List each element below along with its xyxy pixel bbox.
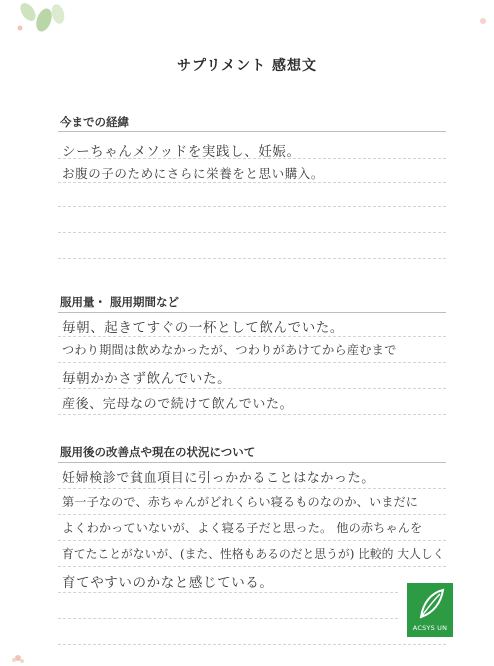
handwritten-line: 毎朝、起きてすぐの一杯として飲んでいた。 <box>62 320 344 336</box>
handwritten-line: お腹の子のためにさらに栄養をと思い購入。 <box>62 166 325 181</box>
divider <box>58 540 446 541</box>
divider <box>58 131 446 132</box>
divider <box>58 618 398 619</box>
divider <box>58 362 446 363</box>
divider <box>58 182 446 183</box>
section-heading: 服用後の改善点や現在の状況について <box>60 445 256 459</box>
handwritten-line: 産後、完母なので続けて飲んでいた。 <box>62 397 294 412</box>
divider <box>58 566 446 567</box>
divider <box>58 488 446 489</box>
leaf-logo-icon <box>413 587 447 621</box>
handwritten-line: 第一子なので、赤ちゃんがどれくらい寝るものなのか、いまだに <box>62 495 419 509</box>
section-heading: 服用量・ 服用期間など <box>60 295 180 309</box>
divider <box>58 258 446 259</box>
brand-logo <box>407 583 453 637</box>
leaf-decoration-icon <box>14 0 74 40</box>
page-title: サプリメント 感想文 <box>176 58 318 74</box>
divider <box>58 414 446 415</box>
handwritten-line: シーちゃんメソッドを実践し、妊娠。 <box>62 144 301 160</box>
divider <box>58 644 446 645</box>
section-heading: 今までの経緯 <box>60 115 129 129</box>
handwritten-line: 毎朝かかさず飲んでいた。 <box>62 371 232 387</box>
handwritten-line: 育てやすいのかなと感じている。 <box>62 575 274 591</box>
handwritten-line: よくわかっていないが、よく寝る子だと思った。 他の赤ちゃんを <box>62 521 423 535</box>
divider <box>58 388 446 389</box>
divider <box>58 592 398 593</box>
flower-decoration-icon <box>472 10 494 32</box>
divider <box>58 462 446 463</box>
handwritten-line: 妊婦検診で貧血項目に引っかかることはなかった。 <box>62 471 375 486</box>
divider <box>58 514 446 515</box>
divider <box>58 232 446 233</box>
divider <box>58 312 446 313</box>
divider <box>58 336 446 337</box>
logo-text: ACSYS UN <box>412 624 448 632</box>
divider <box>58 158 446 159</box>
handwritten-line: つわり期間は飲めなかったが、つわりがあけてから産むまで <box>62 343 397 357</box>
divider <box>58 206 446 207</box>
flower-decoration-icon <box>10 650 50 666</box>
handwritten-line: 育てたことがないが、(また、性格もあるのだと思うが) 比較的 大人しく <box>62 547 445 561</box>
